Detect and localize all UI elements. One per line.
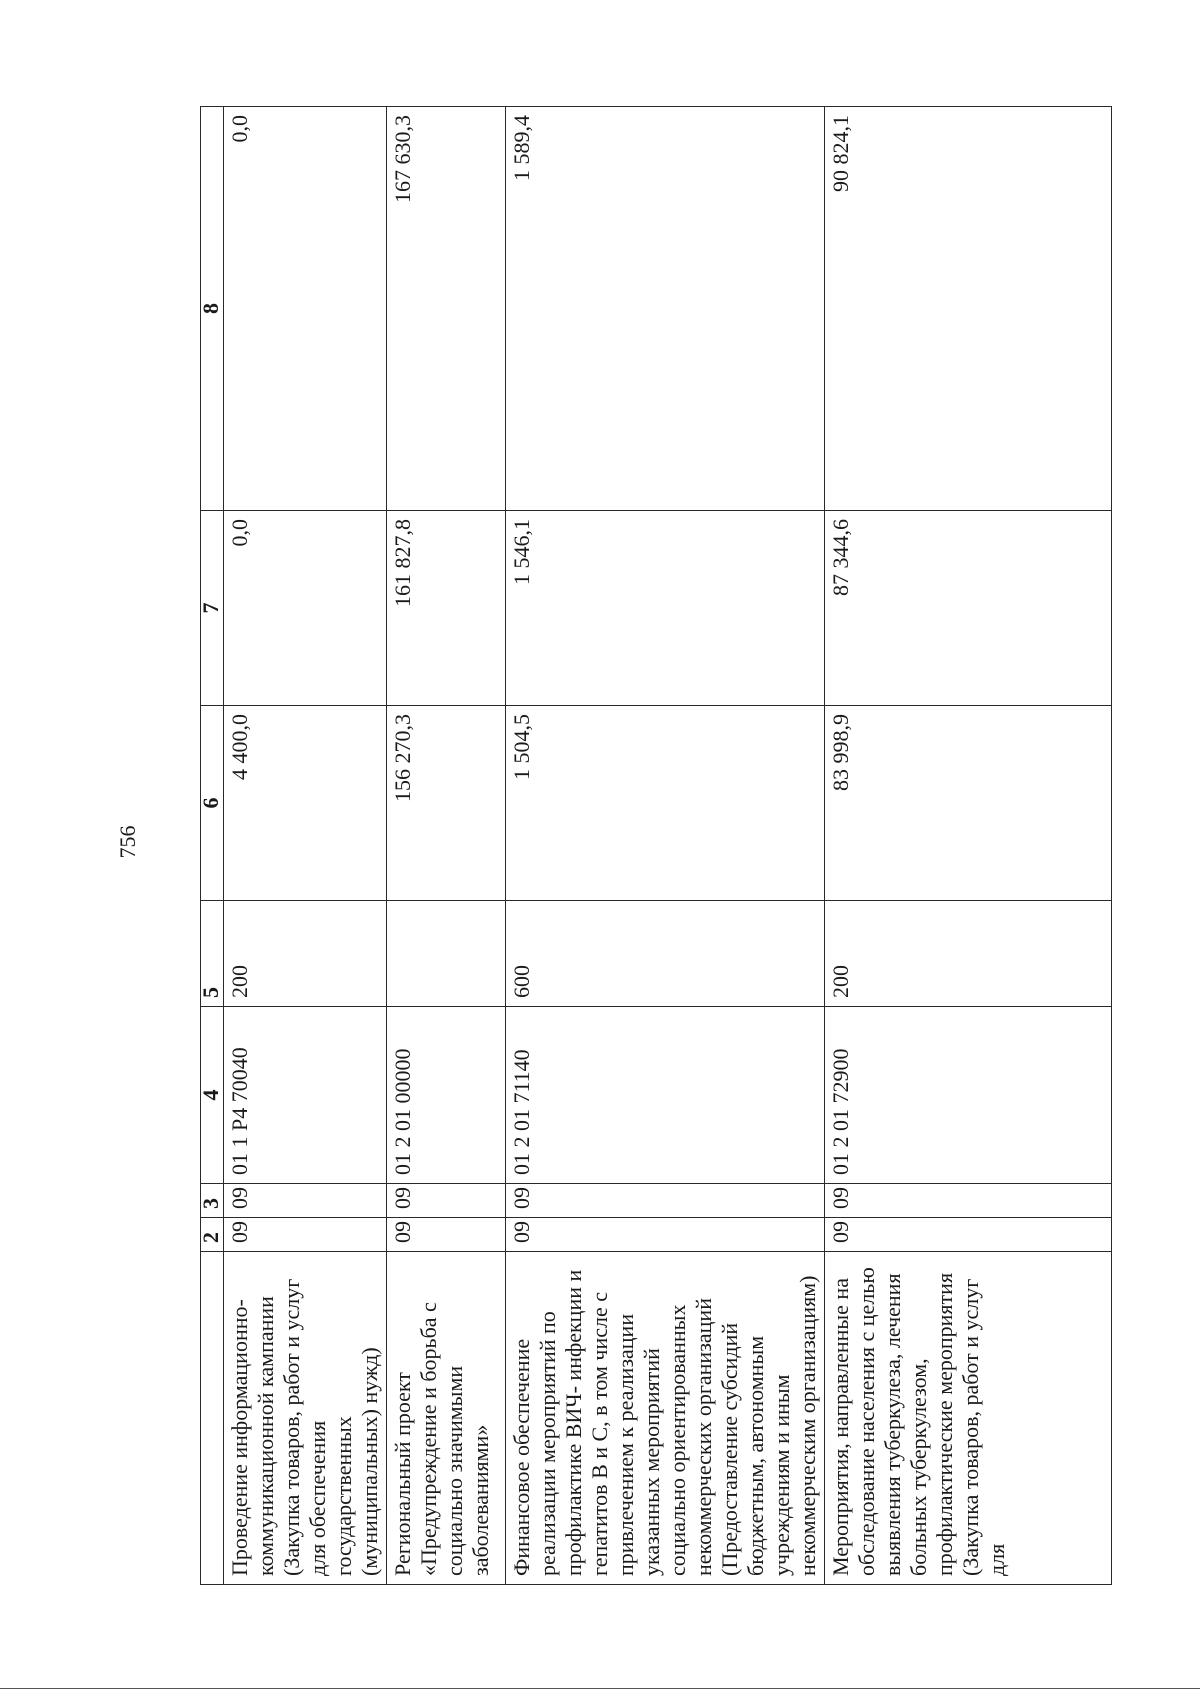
cell-amount-8: 90 824,1 xyxy=(825,107,1112,511)
cell-expense-type: 600 xyxy=(506,901,825,1007)
table-row xyxy=(506,107,825,1585)
table-row xyxy=(387,107,506,1585)
cell-amount-7: 0,0 xyxy=(224,511,387,706)
cell-amount-6: 4 400,0 xyxy=(224,706,387,901)
cell-amount-8: 0,0 xyxy=(224,107,387,511)
header-cell: 3 xyxy=(201,1184,224,1218)
cell-amount-7: 1 546,1 xyxy=(506,511,825,706)
header-row xyxy=(201,107,224,1585)
cell-section: 09 xyxy=(224,1218,387,1252)
cell-subsection: 09 xyxy=(387,1184,506,1218)
table-row xyxy=(825,107,1112,1585)
cell-section: 09 xyxy=(506,1218,825,1252)
cell-amount-8: 1 589,4 xyxy=(506,107,825,511)
cell-subsection: 09 xyxy=(224,1184,387,1218)
cell-expense-type xyxy=(387,901,506,1007)
header-cell: 7 xyxy=(201,511,224,706)
cell-subsection: 09 xyxy=(506,1184,825,1218)
cell-amount-6: 156 270,3 xyxy=(387,706,506,901)
page-number: 756 xyxy=(115,825,140,859)
cell-amount-6: 83 998,9 xyxy=(825,706,1112,901)
header-cell: 4 xyxy=(201,1007,224,1184)
cell-amount-6: 1 504,5 xyxy=(506,706,825,901)
cell-expense-type: 200 xyxy=(224,901,387,1007)
header-cell xyxy=(201,1252,224,1585)
cell-amount-7: 161 827,8 xyxy=(387,511,506,706)
cell-section: 09 xyxy=(387,1218,506,1252)
header-cell: 8 xyxy=(201,107,224,511)
row-description: Мероприятия, направленные на обследование населения с целью выявления туберкулеза, лечения больных туберкулезом, профилактические мероприятия (Закупка товаров, работ и услуг для xyxy=(825,1252,1112,1585)
header-cell: 5 xyxy=(201,901,224,1007)
cell-target-code: 01 2 01 71140 xyxy=(506,1007,825,1184)
budget-table xyxy=(200,106,1112,1585)
budget-table-rotated xyxy=(200,107,1100,1585)
cell-target-code: 01 1 Р4 70040 xyxy=(224,1007,387,1184)
table-row xyxy=(224,107,387,1585)
cell-target-code: 01 2 01 00000 xyxy=(387,1007,506,1184)
scan-bottom-edge xyxy=(0,1688,1200,1689)
header-cell: 2 xyxy=(201,1218,224,1252)
header-cell: 6 xyxy=(201,706,224,901)
row-description: Проведение информационно-коммуникационной кампании (Закупка товаров, работ и услуг для обеспечения государственных (муниципальных) нужд) xyxy=(224,1252,387,1585)
cell-amount-8: 167 630,3 xyxy=(387,107,506,511)
cell-section: 09 xyxy=(825,1218,1112,1252)
cell-amount-7: 87 344,6 xyxy=(825,511,1112,706)
cell-target-code: 01 2 01 72900 xyxy=(825,1007,1112,1184)
row-description: Региональный проект «Предупреждение и борьба с социально значимыми заболеваниями» xyxy=(387,1252,506,1585)
cell-expense-type: 200 xyxy=(825,901,1112,1007)
row-description: Финансовое обеспечение реализации мероприятий по профилактике ВИЧ- инфекции и гепатитов В и С, в том числе с привлечением к реализации указанных мероприятий социально ориентированных некоммерческих организаций (Предоставление субсидий бюджетным, автономным учреждениям и иным некоммерческим организациям) xyxy=(506,1252,825,1585)
cell-subsection: 09 xyxy=(825,1184,1112,1218)
